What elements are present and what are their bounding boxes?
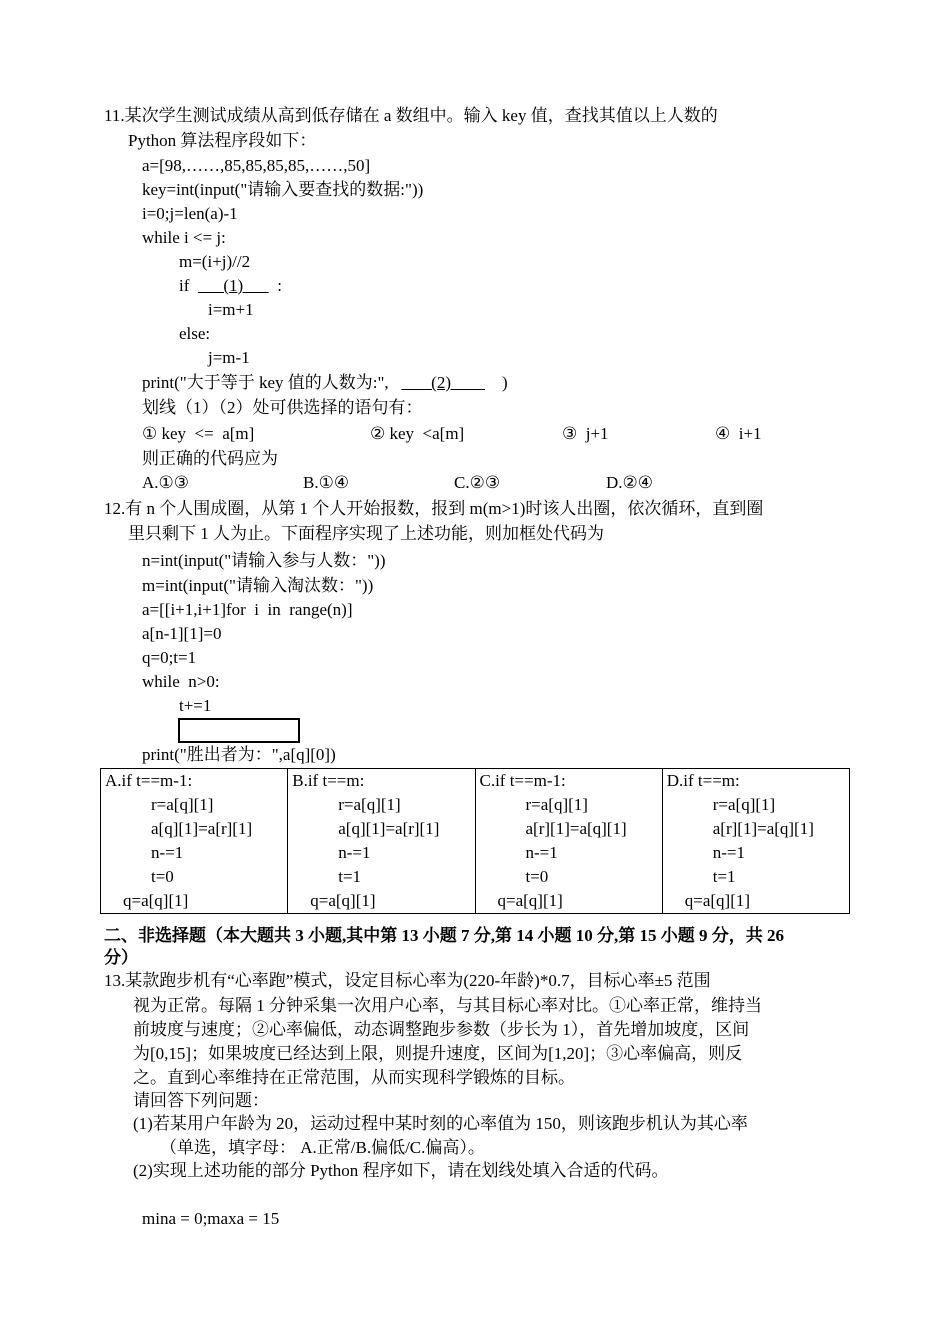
option-line: n-=1 [712, 843, 745, 862]
option-line: t=1 [712, 867, 736, 886]
q12-code-line: print("胜出者为：",a[q][0]) [142, 745, 336, 764]
q11-option-c: C.②③ [454, 473, 501, 492]
q13-line: 之。直到心率维持在正常范围，从而实现科学锻炼的目标。 [133, 1068, 575, 1087]
q11-print-line [142, 372, 508, 394]
q13-line: 前坡度与速度；②心率偏低，动态调整跑步参数（步长为 1），首先增加坡度，区间 [133, 1020, 750, 1039]
option-line: B.if t==m: [292, 771, 365, 790]
option-line: r=a[q][1] [525, 795, 588, 814]
option-line: t=0 [151, 867, 174, 886]
q11-ask: 则正确的代码应为 [142, 449, 278, 468]
q12-answer-box [178, 718, 300, 743]
q11-if-keyword: if [179, 276, 190, 295]
q11-if-colon: : [277, 276, 282, 295]
q11-choice-2: ② key <a[m] [370, 424, 465, 443]
q12-option-b [288, 769, 475, 914]
q12-option-d [662, 769, 849, 914]
q13-line: 请回答下列问题： [133, 1091, 269, 1110]
q12-option-a [101, 769, 288, 914]
q13-subq2: (2)实现上述功能的部分 Python 程序如下，请在划线处填入合适的代码。 [133, 1161, 669, 1180]
q13-line: 为[0,15]；如果坡度已经达到上限，则提升速度，区间为[1,20]；③心率偏高，则反 [133, 1044, 743, 1063]
q13-line: 13.某款跑步机有“心率跑”模式，设定目标心率为(220-年龄)*0.7，目标心率±5 范围 [104, 971, 711, 990]
q13-subq1-line1: (1)若某用户年龄为 20，运动过程中某时刻的心率值为 150，则该跑步机认为其心率 [133, 1114, 748, 1133]
option-line: a[q][1]=a[r][1] [338, 819, 440, 838]
option-line: a[q][1]=a[r][1] [151, 819, 253, 838]
section2-title-line1: 二、非选择题（本大题共 3 小题,其中第 13 小题 7 分,第 14 小题 10 分,第 15 小题 9 分，共 26 [104, 926, 784, 945]
option-line: q=a[q][1] [310, 891, 376, 910]
q11-code-line: key=int(input("请输入要查找的数据:")) [142, 180, 424, 199]
option-line: r=a[q][1] [712, 795, 776, 814]
q11-code-if-line [179, 275, 282, 297]
option-line: n-=1 [151, 843, 184, 862]
q12-option-c [475, 769, 662, 914]
option-line: r=a[q][1] [338, 795, 401, 814]
q11-code-line: i=0;j=len(a)-1 [142, 204, 238, 223]
q11-choice-4: ④ i+1 [715, 424, 762, 443]
q12-stem-line2: 里只剩下 1 人为止。下面程序实现了上述功能，则加框处代码为 [128, 524, 604, 543]
option-line: a[r][1]=a[q][1] [525, 819, 627, 838]
option-line: n-=1 [338, 843, 371, 862]
q12-code-line: t+=1 [179, 696, 212, 715]
q11-option-a: A.①③ [142, 473, 190, 492]
q11-code-line: j=m-1 [208, 348, 250, 367]
q12-stem-line1: 12.有 n 个人围成圈，从第 1 个人开始报数，报到 m(m>1)时该人出圈，依次循环，直到圈 [104, 499, 764, 518]
q12-options-table [100, 768, 850, 914]
option-line: C.if t==m-1: [479, 771, 566, 790]
q11-blank-2: (2) [401, 373, 485, 392]
q11-choice-3: ③ j+1 [562, 424, 609, 443]
option-line: r=a[q][1] [151, 795, 214, 814]
option-line: n-=1 [525, 843, 558, 862]
q13-line: 视为正常。每隔 1 分钟采集一次用户心率，与其目标心率对比。①心率正常，维持当 [133, 996, 762, 1015]
q13-code-line: mina = 0;maxa = 15 [142, 1209, 280, 1228]
q11-stem-line2: Python 算法程序段如下： [128, 131, 317, 150]
q11-code-line: while i <= j: [142, 228, 226, 247]
option-line: q=a[q][1] [123, 891, 189, 910]
q12-code-line: while n>0: [142, 672, 220, 691]
option-line: D.if t==m: [666, 771, 740, 790]
q12-code-line: a=[[i+1,i+1]for i in range(n)] [142, 600, 353, 619]
q11-hint: 划线（1）（2）处可供选择的语句有： [142, 398, 423, 417]
q13-subq1-line2: （单选，填字母： A.正常/B.偏低/C.偏高）。 [160, 1138, 485, 1157]
section2-title-line2: 分） [104, 948, 138, 967]
option-line: a[r][1]=a[q][1] [712, 819, 814, 838]
q11-choice-1: ① key <= a[m] [142, 424, 255, 443]
q12-code-line: n=int(input("请输入参与人数：")) [142, 551, 386, 570]
q11-stem-line1: 11.某次学生测试成绩从高到低存储在 a 数组中。输入 key 值，查找其值以上人数的 [104, 106, 718, 125]
q12-code-line: a[n-1][1]=0 [142, 624, 222, 643]
q11-print-text: print("大于等于 key 值的人数为:", [142, 373, 389, 392]
option-line: q=a[q][1] [684, 891, 751, 910]
q11-print-close: ) [502, 373, 508, 392]
q12-code-line: m=int(input("请输入淘汰数：")) [142, 576, 374, 595]
q11-code-line: i=m+1 [208, 300, 254, 319]
q11-code-line: else: [179, 324, 211, 343]
option-line: t=1 [338, 867, 362, 886]
option-line: q=a[q][1] [497, 891, 563, 910]
q11-code-line: a=[98,……,85,85,85,85,……,50] [142, 156, 371, 175]
option-line: t=0 [525, 867, 549, 886]
q12-code-line: q=0;t=1 [142, 648, 197, 667]
q11-blank-1: (1) [197, 276, 269, 295]
q11-option-d: D.②④ [606, 473, 654, 492]
q11-option-b: B.①④ [303, 473, 350, 492]
option-line: A.if t==m-1: [105, 771, 193, 790]
q11-code-line: m=(i+j)//2 [179, 252, 251, 271]
